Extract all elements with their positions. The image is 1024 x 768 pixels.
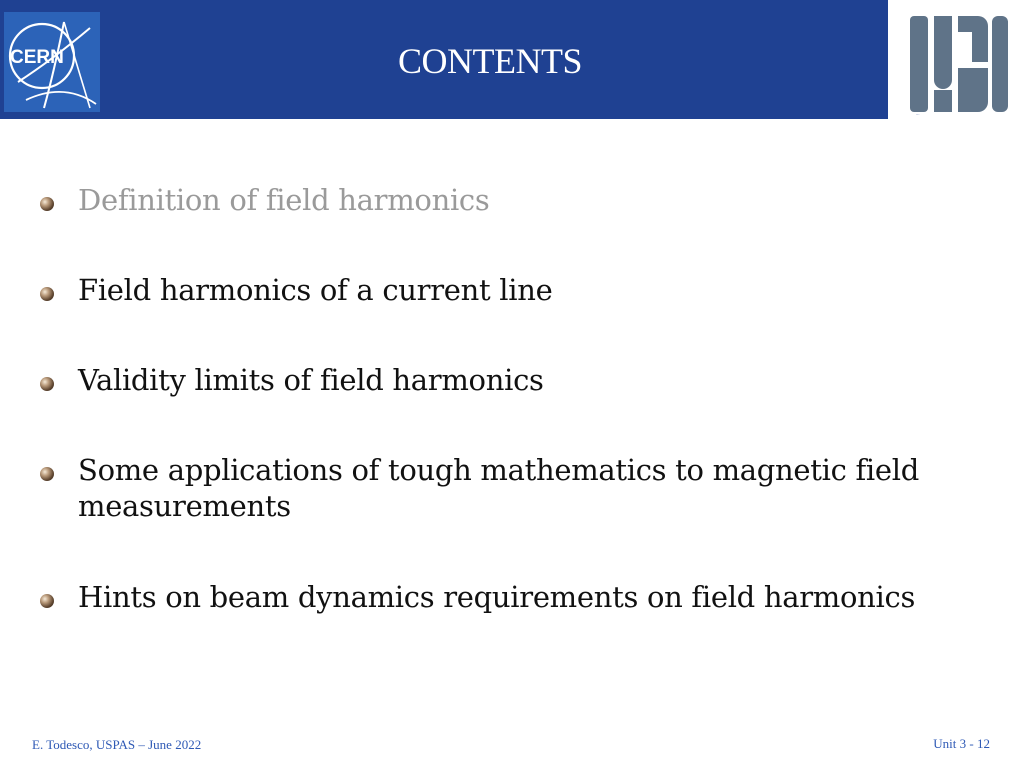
footer-author: E. Todesco, USPAS – June 2022 — [32, 737, 202, 752]
bullet-icon — [40, 594, 54, 608]
bullet-text: Definition of field harmonics — [78, 183, 490, 217]
bullet-icon — [40, 467, 54, 481]
svg-text:USPAS: USPAS — [916, 115, 920, 116]
bullet-icon — [40, 377, 54, 391]
bullet-text: Field harmonics of a current line — [78, 273, 553, 307]
bullet-text: Some applications of tough mathematics to magnetic field measurements — [78, 453, 919, 523]
bullet-text: Validity limits of field harmonics — [78, 363, 544, 397]
bullet-icon — [40, 287, 54, 301]
slide-title: CONTENTS — [398, 41, 582, 81]
footer-page-number: Unit 3 - 12 — [933, 736, 990, 751]
bullet-icon — [40, 197, 54, 211]
bullet-text: Hints on beam dynamics requirements on field harmonics — [78, 580, 916, 614]
svg-text:CERN: CERN — [10, 47, 64, 68]
